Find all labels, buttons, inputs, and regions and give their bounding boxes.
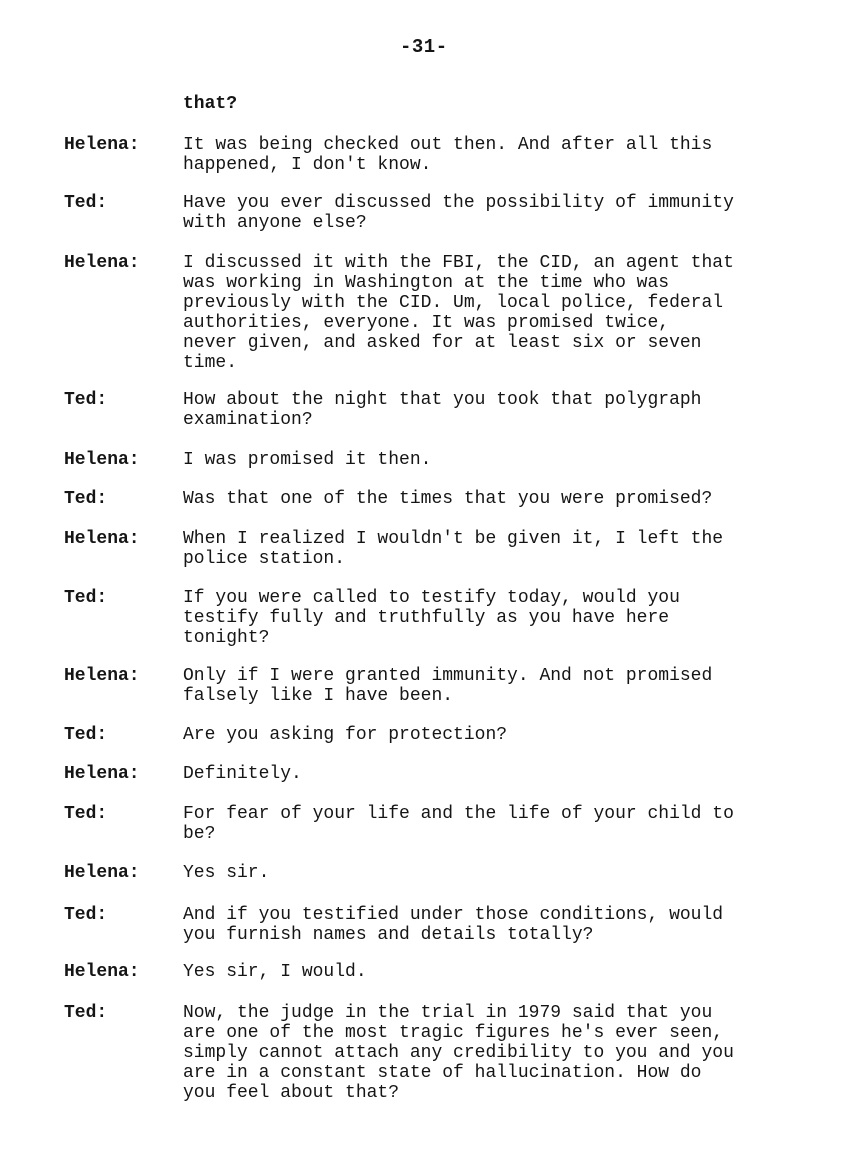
dialogue-text: For fear of your life and the life of your child to be? [183, 804, 734, 844]
dialogue-text: Only if I were granted immunity. And not promised falsely like I have been. [183, 666, 713, 706]
speaker-label: Helena: [64, 764, 140, 784]
speaker-label: Helena: [64, 450, 140, 470]
dialogue-text: I was promised it then. [183, 450, 432, 470]
speaker-label: Helena: [64, 666, 140, 686]
speaker-label: Helena: [64, 253, 140, 273]
dialogue-text: And if you testified under those conditions, would you furnish names and details totally? [183, 905, 724, 945]
speaker-label: Ted: [64, 725, 108, 745]
speaker-label: Ted: [64, 588, 108, 608]
dialogue-text: How about the night that you took that polygraph examination? [183, 390, 702, 430]
page-number: -31- [400, 36, 448, 58]
dialogue-text: Definitely. [183, 764, 302, 784]
dialogue-text: Was that one of the times that you were promised? [183, 489, 713, 509]
speaker-label: Helena: [64, 962, 140, 982]
dialogue-text: Now, the judge in the trial in 1979 said that you are one of the most tragic figures he's ever seen, simply cannot attach any credibility to you and you are in a constant state of hallucination. How do you feel about that? [183, 1003, 734, 1103]
continued-text: that? [183, 94, 238, 114]
speaker-label: Ted: [64, 193, 108, 213]
dialogue-text: It was being checked out then. And after all this happened, I don't know. [183, 135, 713, 175]
dialogue-text: Yes sir. [183, 863, 270, 883]
speaker-label: Helena: [64, 863, 140, 883]
speaker-label: Ted: [64, 1003, 108, 1023]
speaker-label: Helena: [64, 135, 140, 155]
dialogue-text: Are you asking for protection? [183, 725, 508, 745]
speaker-label: Ted: [64, 489, 108, 509]
dialogue-text: When I realized I wouldn't be given it, I left the police station. [183, 529, 724, 569]
speaker-label: Ted: [64, 804, 108, 824]
dialogue-text: Have you ever discussed the possibility of immunity with anyone else? [183, 193, 734, 233]
dialogue-text: I discussed it with the FBI, the CID, an agent that was working in Washington at the time who was previously with the CID. Um, local police, federal authorities, everyone. It was promised twice, never given, and asked for at least six or seven time. [183, 253, 734, 373]
dialogue-text: Yes sir, I would. [183, 962, 367, 982]
speaker-label: Ted: [64, 905, 108, 925]
speaker-label: Ted: [64, 390, 108, 410]
speaker-label: Helena: [64, 529, 140, 549]
dialogue-text: If you were called to testify today, would you testify fully and truthfully as you have here tonight? [183, 588, 680, 648]
